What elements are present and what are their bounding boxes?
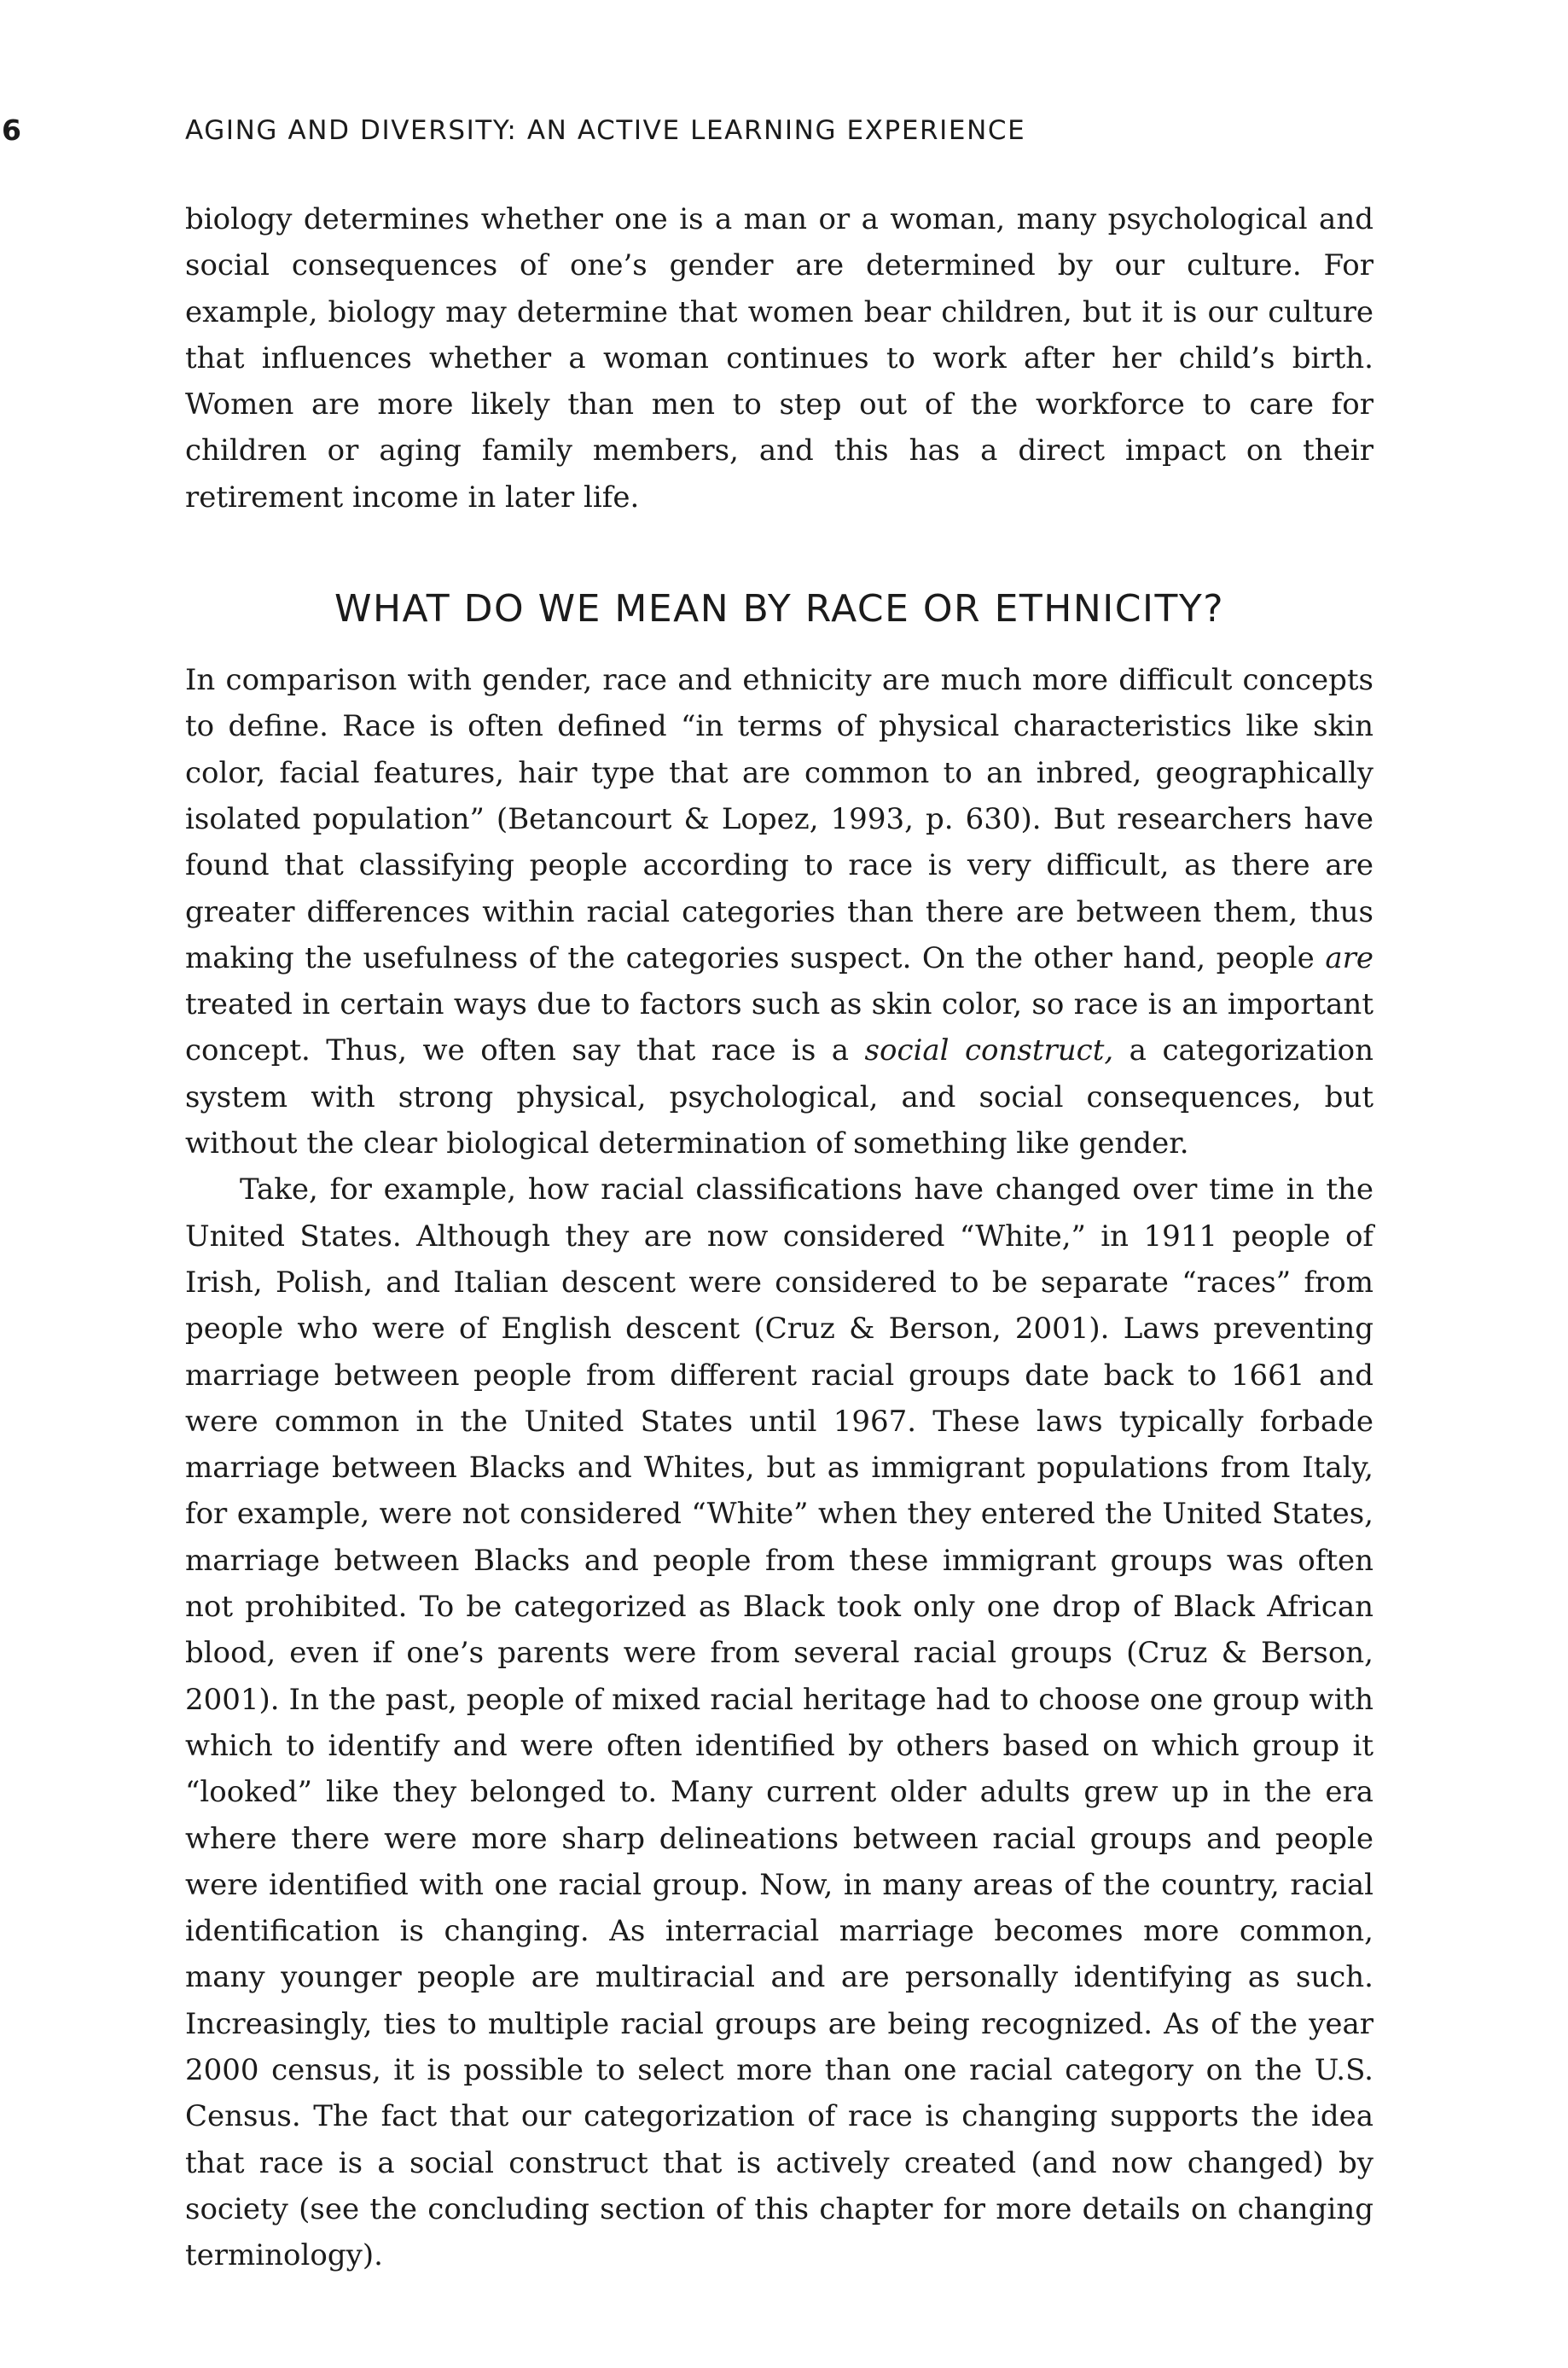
- race-definition-text-1: In comparison with gender, race and ethnicity are much more difficult concepts to define. Race is often defined “in terms of physical characteristics like skin color, facial features, hair type that are common to an inbred, geographically isolated population” (Betancourt & Lopez, 1993, p. 630). But researchers have found that classifying people according to race is very difficult, as there are greater differences within racial categories than there are between them, thus making the usefulness of the categories suspect. On the other hand, people: [185, 663, 1373, 975]
- emphasis-social-construct: social construct,: [864, 1033, 1114, 1068]
- racial-classification-paragraph: Take, for example, how racial classifications have changed over time in the United States. Although they are now considered “White,” in 1911 people of Irish, Polish, and Italian descent were considered to be separate “races” from people who were of English descent (Cruz & Berson, 2001). Laws preventing marriage between people from different racial groups date back to 1661 and were common in the United States until 1967. These laws typically forbade marriage between Blacks and Whites, but as immigrant populations from Italy, for example, were not considered “White” when they entered the United States, marriage between Blacks and people from these immigrant groups was often not prohibited. To be categorized as Black took only one drop of Black African blood, even if one’s parents were from several racial groups (Cruz & Berson, 2001). In the past, people of mixed racial heritage had to choose one group with which to identify and were often identified by others based on which group it “looked” like they belonged to. Many current older adults grew up in the era where there were more sharp delineations between racial groups and people were identified with one racial group. Now, in many areas of the country, racial identification is changing. As interracial marriage becomes more common, many younger people are multiracial and are personally identifying as such. Increasingly, ties to multiple racial groups are being recognized. As of the year 2000 census, it is possible to select more than one racial category on the U.S. Census. The fact that our categorization of race is changing supports the idea that race is a social construct that is actively created (and now changed) by society (see the concluding section of this chapter for more details on changing terminology).: [185, 1172, 1373, 2273]
- race-definition-text-3: a categorization system with strong physical, psychological, and social consequences, but without the clear biological determination of something like gender.: [185, 1033, 1373, 1161]
- race-definition-paragraph: [185, 657, 1373, 1167]
- intro-paragraph: biology determines whether one is a man or a woman, many psychological and social consequences of one’s gender are determined by our culture. For example, biology may determine that women bear children, but it is our culture that influences whether a woman continues to work after her child’s birth. Women are more likely than men to step out of the workforce to care for children or aging family members, and this has a direct impact on their retirement income in later life.: [185, 202, 1373, 515]
- section-heading: WHAT DO WE MEAN BY RACE OR ETHNICITY?: [334, 587, 1225, 631]
- running-head: [0, 109, 1568, 152]
- emphasis-are: are: [1325, 940, 1373, 975]
- body-text: [185, 196, 1373, 2278]
- race-definition-text-2: treated in certain ways due to factors such as skin color, so race is an important concept. Thus, we often say that race is a: [185, 987, 1373, 1068]
- page-number: 6: [2, 113, 22, 147]
- running-title: AGING AND DIVERSITY: AN ACTIVE LEARNING EXPERIENCE: [185, 115, 1026, 146]
